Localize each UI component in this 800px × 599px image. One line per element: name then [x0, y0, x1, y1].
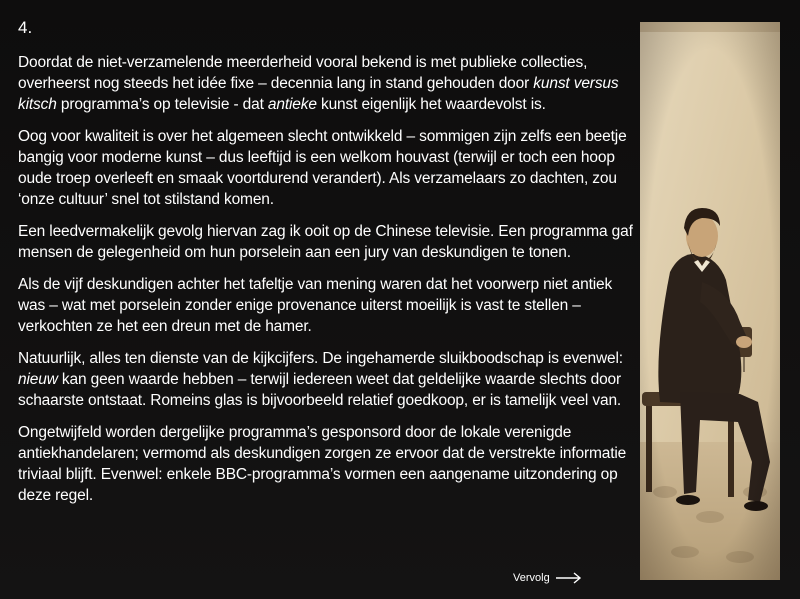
paragraph-text: programma’s op televisie - dat	[56, 96, 268, 113]
paragraph	[18, 52, 633, 115]
paragraph-text: Oog voor kwaliteit is over het algemeen slecht ontwikkeld – sommigen zijn zelfs een beetje bangig voor moderne kunst – dus leeftijd is een welkom houvast (terwijl er toch een hoop oude troep overleeft en smaak voortdurend verandert). Als verzamelaars zo dachten, zou ‘onze cultuur’ snel tot stilstand komen.	[18, 128, 627, 208]
emphasis-text: nieuw	[18, 371, 58, 388]
paragraph	[18, 221, 633, 263]
paragraph-text: Doordat de niet-verzamelende meerderheid vooral bekend is met publieke collecties, overheerst nog steeds het idée fixe – decennia lang in stand gehouden door	[18, 54, 588, 92]
body-text	[18, 52, 633, 517]
emphasis-text: antieke	[267, 96, 317, 113]
paragraph	[18, 126, 633, 210]
chapter-number: 4.	[18, 18, 33, 37]
paragraph-text: Als de vijf deskundigen achter het tafeltje van mening waren dat het voorwerp niet antiek was – wat met porselein zonder enige provenance uiterst moeilijk is vast te stellen – verkochten ze het een dreun met de hamer.	[18, 276, 613, 335]
paragraph-text: Een leedvermakelijk gevolg hiervan zag ik ooit op de Chinese televisie. Een programma gaf mensen de gelegenheid om hun porselein aan een jury van deskundigen te tonen.	[18, 223, 633, 261]
paragraph	[18, 422, 633, 506]
paragraph-text: kan geen waarde hebben – terwijl iedereen weet dat geldelijke waarde slechts door schaarste ontstaat. Romeins glas is bijvoorbeeld relatief goedkoop, er is tamelijk veel van.	[18, 371, 622, 409]
paragraph	[18, 274, 633, 337]
paragraph-text: Natuurlijk, alles ten dienste van de kijkcijfers. De ingehamerde sluikboodschap is evenwel:	[18, 350, 623, 367]
paragraph-text: kunst eigenlijk het waardevolst is.	[316, 96, 546, 113]
paragraph	[18, 348, 633, 411]
vintage-portrait-photo	[640, 22, 780, 580]
arrow-right-icon	[556, 572, 582, 584]
next-button[interactable]	[513, 572, 582, 584]
next-label: Vervolg	[513, 572, 550, 584]
paragraph-text: Ongetwijfeld worden dergelijke programma’s gesponsord door de lokale verenigde antiekhandelaren; vermomd als deskundigen zorgen ze ervoor dat de verstrekte informatie triviaal blijft. Evenwel: enkele BBC-programma’s vormen een aangename uitzondering op deze regel.	[18, 424, 627, 504]
portrait-illustration	[640, 22, 780, 580]
emphasis-text: kunst versus kitsch	[18, 75, 619, 113]
